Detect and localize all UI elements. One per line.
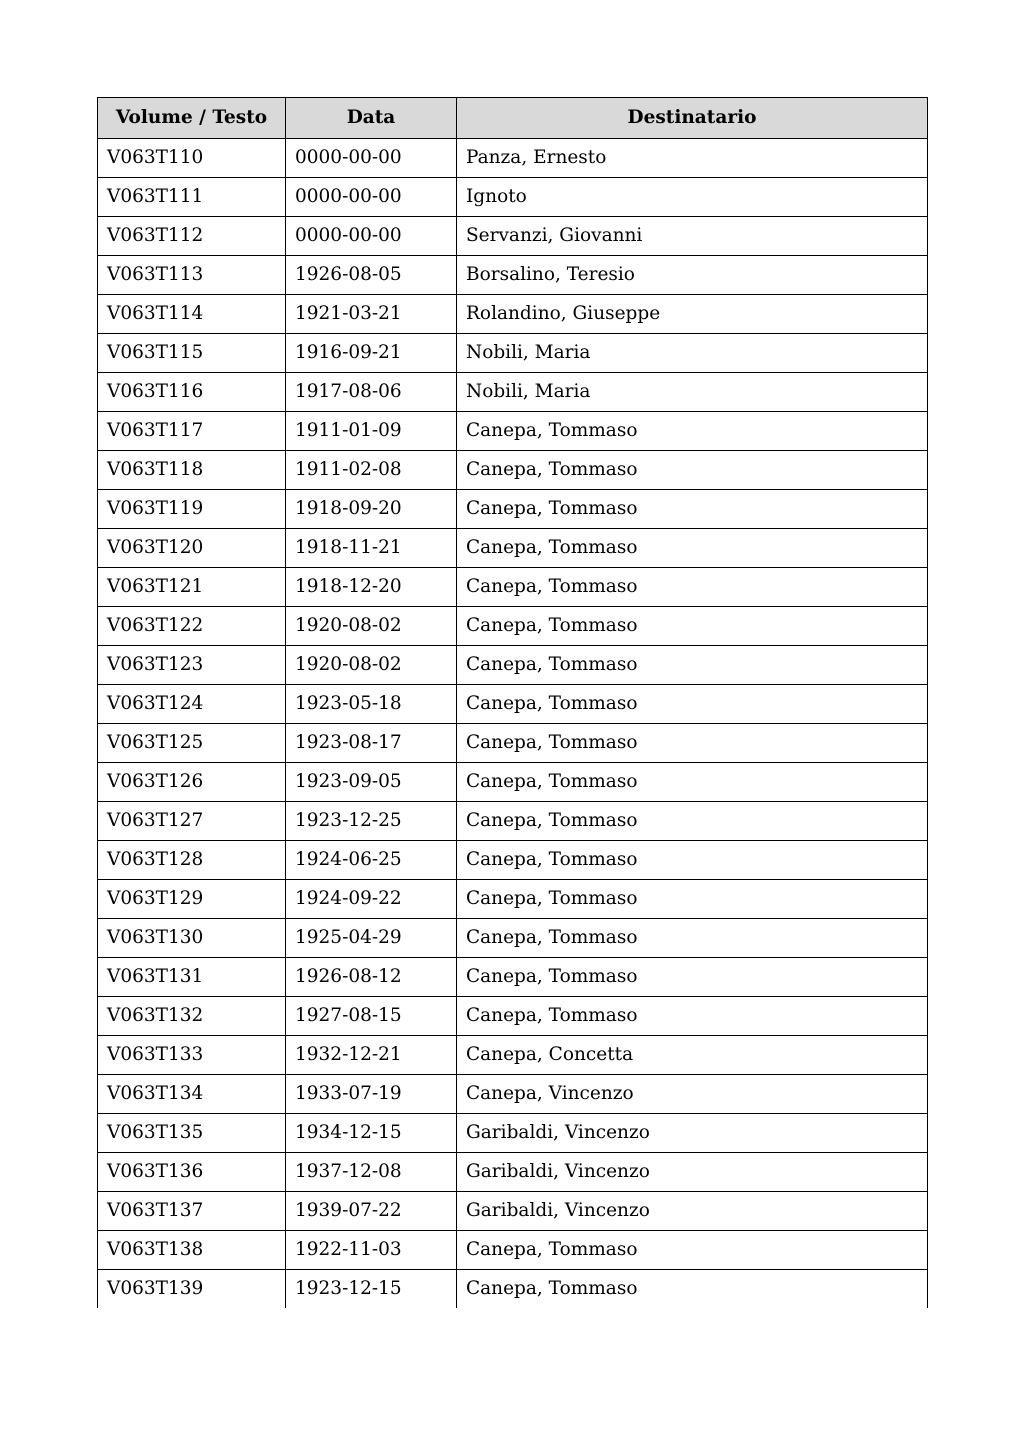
cell-volume-testo: V063T113	[98, 256, 286, 295]
cell-data: 1933-07-19	[286, 1075, 457, 1114]
cell-data: 1923-08-17	[286, 724, 457, 763]
table-row	[98, 529, 928, 568]
table-row	[98, 568, 928, 607]
cell-data: 1920-08-02	[286, 646, 457, 685]
table-row	[98, 1270, 928, 1309]
table-row	[98, 802, 928, 841]
table-row	[98, 295, 928, 334]
cell-data: 1921-03-21	[286, 295, 457, 334]
cell-destinatario: Garibaldi, Vincenzo	[457, 1153, 928, 1192]
table-row	[98, 919, 928, 958]
cell-volume-testo: V063T125	[98, 724, 286, 763]
cell-volume-testo: V063T111	[98, 178, 286, 217]
table-row	[98, 724, 928, 763]
cell-volume-testo: V063T124	[98, 685, 286, 724]
cell-destinatario: Nobili, Maria	[457, 334, 928, 373]
cell-destinatario: Canepa, Vincenzo	[457, 1075, 928, 1114]
cell-data: 1939-07-22	[286, 1192, 457, 1231]
cell-volume-testo: V063T134	[98, 1075, 286, 1114]
cell-volume-testo: V063T110	[98, 139, 286, 178]
cell-volume-testo: V063T123	[98, 646, 286, 685]
cell-data: 1924-09-22	[286, 880, 457, 919]
cell-destinatario: Canepa, Tommaso	[457, 763, 928, 802]
cell-data: 1924-06-25	[286, 841, 457, 880]
cell-data: 1918-12-20	[286, 568, 457, 607]
cell-data: 1918-09-20	[286, 490, 457, 529]
table-row	[98, 607, 928, 646]
cell-destinatario: Canepa, Tommaso	[457, 997, 928, 1036]
cell-destinatario: Canepa, Tommaso	[457, 568, 928, 607]
cell-destinatario: Borsalino, Teresio	[457, 256, 928, 295]
cell-volume-testo: V063T136	[98, 1153, 286, 1192]
cell-destinatario: Canepa, Tommaso	[457, 451, 928, 490]
cell-data: 1923-09-05	[286, 763, 457, 802]
cell-destinatario: Garibaldi, Vincenzo	[457, 1192, 928, 1231]
cell-volume-testo: V063T117	[98, 412, 286, 451]
cell-destinatario: Canepa, Tommaso	[457, 490, 928, 529]
cell-volume-testo: V063T120	[98, 529, 286, 568]
cell-volume-testo: V063T138	[98, 1231, 286, 1270]
cell-volume-testo: V063T126	[98, 763, 286, 802]
cell-data: 0000-00-00	[286, 139, 457, 178]
table-row	[98, 685, 928, 724]
cell-volume-testo: V063T133	[98, 1036, 286, 1075]
cell-data: 1917-08-06	[286, 373, 457, 412]
cell-destinatario: Canepa, Tommaso	[457, 919, 928, 958]
cell-data: 1922-11-03	[286, 1231, 457, 1270]
cell-data: 1926-08-05	[286, 256, 457, 295]
cell-volume-testo: V063T129	[98, 880, 286, 919]
table-row	[98, 451, 928, 490]
table-row	[98, 880, 928, 919]
cell-destinatario: Canepa, Tommaso	[457, 880, 928, 919]
table-row	[98, 412, 928, 451]
cell-volume-testo: V063T112	[98, 217, 286, 256]
header-destinatario: Destinatario	[457, 98, 928, 139]
table-row	[98, 217, 928, 256]
cell-volume-testo: V063T137	[98, 1192, 286, 1231]
cell-data: 1918-11-21	[286, 529, 457, 568]
header-data: Data	[286, 98, 457, 139]
cell-volume-testo: V063T127	[98, 802, 286, 841]
table-row	[98, 1114, 928, 1153]
table-row	[98, 1192, 928, 1231]
cell-data: 1937-12-08	[286, 1153, 457, 1192]
table-header	[98, 98, 928, 139]
cell-destinatario: Panza, Ernesto	[457, 139, 928, 178]
cell-data: 1911-01-09	[286, 412, 457, 451]
cell-volume-testo: V063T139	[98, 1270, 286, 1309]
cell-destinatario: Canepa, Tommaso	[457, 724, 928, 763]
table-body	[98, 139, 928, 1309]
table-row	[98, 763, 928, 802]
cell-data: 1927-08-15	[286, 997, 457, 1036]
table-row	[98, 841, 928, 880]
cell-data: 1923-12-15	[286, 1270, 457, 1309]
cell-data: 1932-12-21	[286, 1036, 457, 1075]
cell-volume-testo: V063T118	[98, 451, 286, 490]
cell-destinatario: Canepa, Tommaso	[457, 607, 928, 646]
cell-volume-testo: V063T119	[98, 490, 286, 529]
cell-destinatario: Canepa, Tommaso	[457, 1231, 928, 1270]
table-row	[98, 958, 928, 997]
cell-destinatario: Ignoto	[457, 178, 928, 217]
cell-volume-testo: V063T114	[98, 295, 286, 334]
cell-destinatario: Garibaldi, Vincenzo	[457, 1114, 928, 1153]
cell-data: 1925-04-29	[286, 919, 457, 958]
cell-data: 0000-00-00	[286, 178, 457, 217]
cell-destinatario: Canepa, Tommaso	[457, 1270, 928, 1309]
cell-data: 1920-08-02	[286, 607, 457, 646]
cell-destinatario: Servanzi, Giovanni	[457, 217, 928, 256]
cell-data: 1923-05-18	[286, 685, 457, 724]
table-row	[98, 490, 928, 529]
table-row	[98, 646, 928, 685]
cell-data: 1934-12-15	[286, 1114, 457, 1153]
register-table	[97, 97, 928, 1308]
cell-volume-testo: V063T116	[98, 373, 286, 412]
cell-destinatario: Canepa, Tommaso	[457, 841, 928, 880]
header-row	[98, 98, 928, 139]
cell-destinatario: Canepa, Tommaso	[457, 412, 928, 451]
table-row	[98, 334, 928, 373]
table-row	[98, 373, 928, 412]
cell-data: 1923-12-25	[286, 802, 457, 841]
cell-destinatario: Canepa, Tommaso	[457, 529, 928, 568]
cell-volume-testo: V063T122	[98, 607, 286, 646]
cell-volume-testo: V063T115	[98, 334, 286, 373]
table-row	[98, 139, 928, 178]
cell-destinatario: Canepa, Concetta	[457, 1036, 928, 1075]
cell-destinatario: Canepa, Tommaso	[457, 802, 928, 841]
cell-destinatario: Rolandino, Giuseppe	[457, 295, 928, 334]
table-row	[98, 1036, 928, 1075]
table-row	[98, 256, 928, 295]
cell-destinatario: Nobili, Maria	[457, 373, 928, 412]
table-row	[98, 997, 928, 1036]
table-row	[98, 1153, 928, 1192]
cell-destinatario: Canepa, Tommaso	[457, 958, 928, 997]
table-row	[98, 1075, 928, 1114]
cell-volume-testo: V063T130	[98, 919, 286, 958]
cell-destinatario: Canepa, Tommaso	[457, 685, 928, 724]
cell-volume-testo: V063T121	[98, 568, 286, 607]
header-volume-testo: Volume / Testo	[98, 98, 286, 139]
cell-volume-testo: V063T131	[98, 958, 286, 997]
cell-volume-testo: V063T132	[98, 997, 286, 1036]
cell-data: 0000-00-00	[286, 217, 457, 256]
cell-destinatario: Canepa, Tommaso	[457, 646, 928, 685]
cell-volume-testo: V063T135	[98, 1114, 286, 1153]
cell-data: 1916-09-21	[286, 334, 457, 373]
cell-data: 1911-02-08	[286, 451, 457, 490]
cell-volume-testo: V063T128	[98, 841, 286, 880]
table-row	[98, 178, 928, 217]
table-row	[98, 1231, 928, 1270]
cell-data: 1926-08-12	[286, 958, 457, 997]
